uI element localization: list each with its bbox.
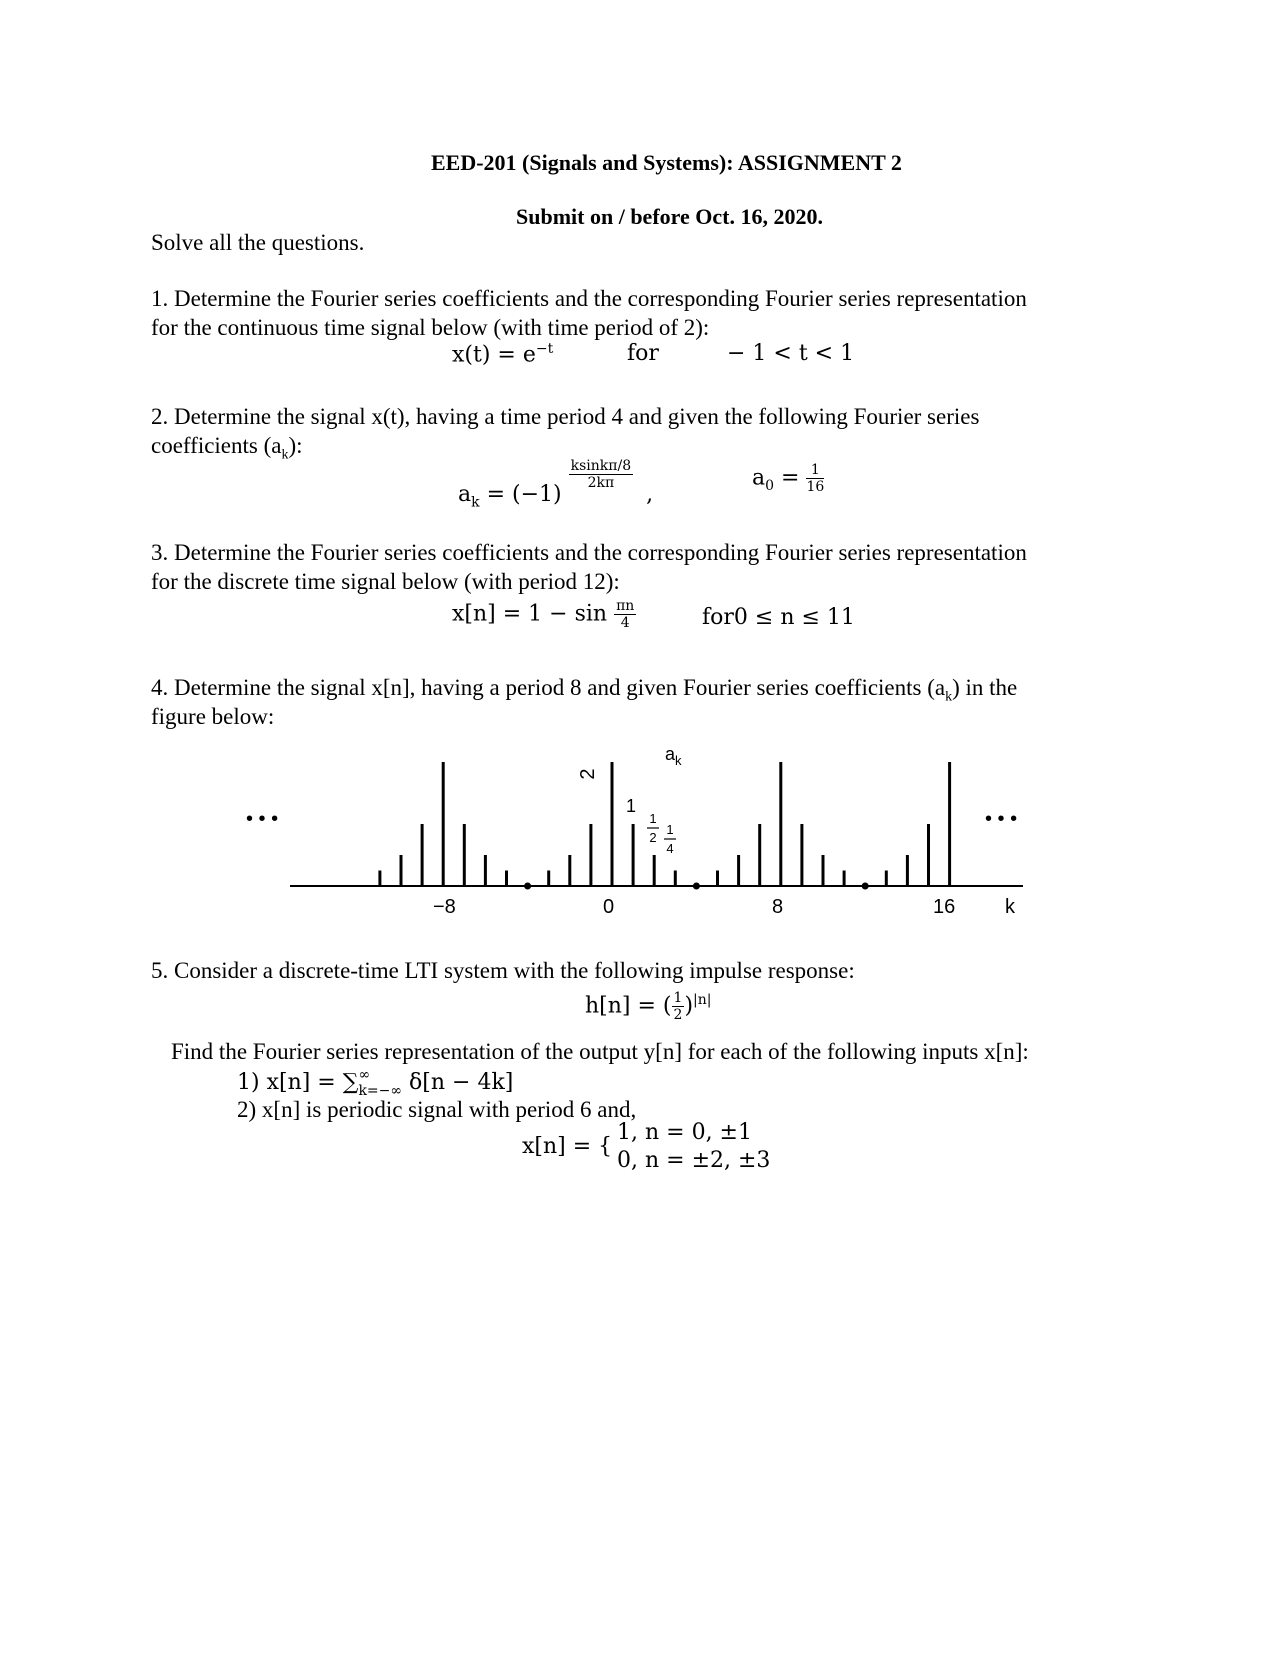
q4-line1-text: 4. Determine the signal x[n], having a period 8 and given Fourier series coefficients (a	[151, 675, 946, 700]
value-label-a2	[647, 811, 659, 845]
q2-ak-exp-num: ksinkπ/8	[570, 458, 632, 474]
q1-eq-range: − 1 < t < 1	[727, 341, 855, 366]
q5-h-lhs: h[n] = (	[585, 993, 672, 1019]
q2-line2-sub: k	[281, 447, 289, 463]
q5-h-exp: |n|	[693, 992, 712, 1009]
value-label-a3-den: 4	[666, 841, 674, 856]
q2-ak-lhs: a	[458, 482, 472, 507]
q5-h-rhs: )	[684, 993, 694, 1019]
q2-a0-num: 1	[806, 462, 824, 479]
value-label-a2-den: 2	[649, 830, 657, 845]
value-label-a3-num: 1	[666, 822, 674, 837]
q3-line2: for the discrete time signal below (with period 12):	[151, 569, 620, 594]
q2-a0-lhs: a	[752, 465, 766, 491]
q2-a0-den: 16	[806, 479, 825, 495]
ellipsis-left: • • •	[246, 808, 279, 830]
q5-item1-sup: ∞	[358, 1067, 371, 1083]
submit-deadline: Submit on / before Oct. 16, 2020.	[516, 204, 823, 229]
q5-item1-b: δ[n − 4k]	[402, 1070, 514, 1095]
q1-line2: for the continuous time signal below (with time period of 2):	[151, 315, 710, 340]
q2-a0-sub: 0	[765, 477, 775, 494]
q5-h-fraction	[672, 990, 685, 1023]
stems-group	[380, 762, 950, 890]
q1-eq-lhs: x(t) = e	[452, 342, 536, 368]
q1-eq-for: for	[627, 341, 659, 366]
tick-label-16: 16	[933, 896, 956, 918]
q5-h-num: 1	[673, 990, 683, 1006]
q4-line1-end: ) in the	[952, 675, 1018, 700]
value-label-a2-num: 1	[649, 811, 657, 826]
q2-line2-end: ):	[288, 433, 303, 458]
q4-line1-sub: k	[945, 689, 953, 705]
q2-comma: ,	[646, 482, 654, 507]
q5-h-den: 2	[673, 1007, 683, 1023]
q2-line1: 2. Determine the signal x(t), having a time period 4 and given the following Fourier series	[151, 404, 980, 429]
value-label-a1: 1	[626, 796, 637, 816]
value-label-a3	[664, 822, 676, 856]
q3-eq-range: for0 ≤ n ≤ 11	[702, 605, 855, 630]
q5-piecewise-case1: 1, n = 0, ±1	[617, 1120, 752, 1145]
instruction-text: Solve all the questions.	[151, 230, 365, 255]
q5-item2: 2) x[n] is periodic signal with period 6 and,	[237, 1097, 637, 1122]
tick-label-minus8: −8	[433, 896, 456, 918]
q1-eq-exponent: −t	[535, 341, 554, 357]
q1-line1: 1. Determine the Fourier series coefficients and the corresponding Fourier series representation	[151, 286, 1027, 311]
ellipsis-right: • • •	[985, 808, 1018, 830]
q4-line2: figure below:	[151, 704, 275, 729]
q2-ak-exp-den: 2kπ	[587, 475, 615, 491]
q3-eq-lhs: x[n] = 1 − sin	[452, 601, 608, 627]
q3-eq-den: 4	[620, 615, 630, 631]
tick-label-8: 8	[772, 896, 784, 918]
q5-find-line: Find the Fourier series representation of the output y[n] for each of the following inputs x[n]:	[171, 1039, 1029, 1064]
q3-eq-num: πn	[616, 598, 635, 614]
tick-label-0: 0	[603, 896, 615, 918]
q2-ak-sub: k	[471, 494, 480, 511]
q3-line1: 3. Determine the Fourier series coefficients and the corresponding Fourier series representation	[151, 540, 1027, 565]
q5-impulse-response	[585, 990, 711, 1023]
q2-line2-text: coefficients (a	[151, 433, 282, 458]
value-label-a0: 2	[577, 768, 599, 780]
q5-item1-sub: k=−∞	[358, 1083, 403, 1099]
q2-ak-eq: = (−1)	[479, 482, 562, 507]
q5-piecewise-case2: 0, n = ±2, ±3	[617, 1148, 771, 1173]
q2-a0-eq: =	[774, 465, 807, 491]
q5-line1: 5. Consider a discrete-time LTI system with the following impulse response:	[151, 958, 855, 983]
q5-piecewise-lhs: x[n] = {	[522, 1134, 613, 1159]
chart-title-ak: $a_k$	[665, 744, 682, 768]
axis-label-k: k	[1005, 896, 1015, 918]
page-title: EED-201 (Signals and Systems): ASSIGNMENT 2	[431, 150, 902, 175]
q5-item1-a: 1) x[n] = ∑	[237, 1070, 359, 1095]
